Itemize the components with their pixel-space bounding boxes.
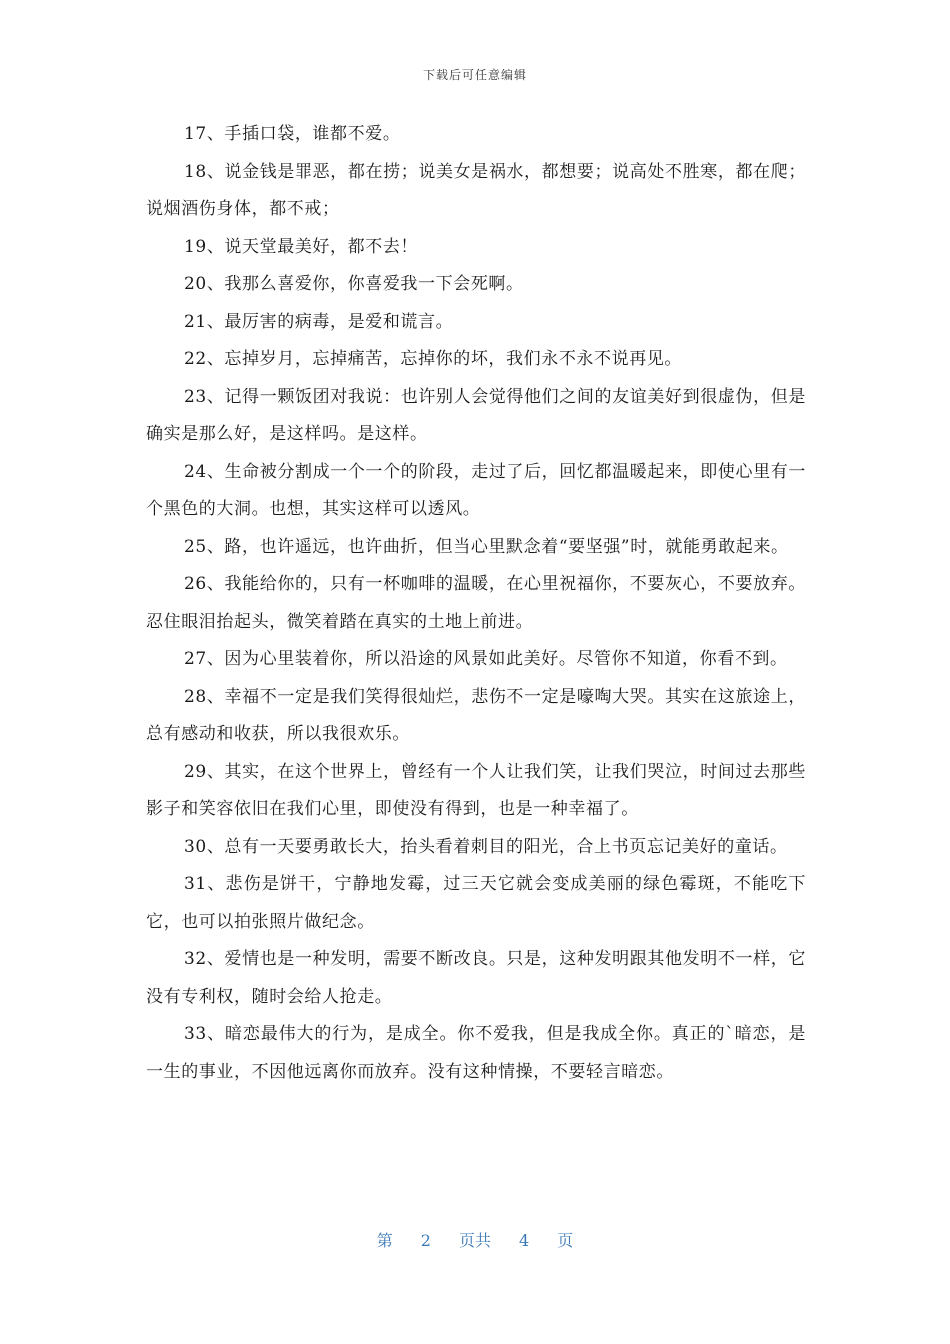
paragraph-26: 26、我能给你的，只有一杯咖啡的温暖，在心里祝福你，不要灰心，不要放弃。忍住眼泪抬起头，微笑着踏在真实的土地上前进。 xyxy=(146,574,806,632)
paragraph-31: 31、悲伤是饼干，宁静地发霉，过三天它就会变成美丽的绿色霉斑，不能吃下它，也可以拍张照片做纪念。 xyxy=(146,874,806,932)
paragraph-18: 18、说金钱是罪恶，都在捞；说美女是祸水，都想要；说高处不胜寒，都在爬；说烟酒伤身体，都不戒； xyxy=(146,161,806,219)
paragraph-21: 21、最厉害的病毒，是爱和谎言。 xyxy=(184,311,454,332)
paragraph-17: 17、手插口袋，谁都不爱。 xyxy=(184,124,401,144)
paragraph-24: 24、生命被分割成一个一个的阶段，走过了后，回忆都温暖起来，即使心里有一个黑色的大洞。也想，其实这样可以透风。 xyxy=(146,461,806,519)
footer-middle: 页共 xyxy=(458,1231,491,1250)
document-body xyxy=(146,116,806,1091)
paragraph-20: 20、我那么喜爱你，你喜爱我一下会死啊。 xyxy=(184,274,524,294)
paragraph-33: 33、暗恋最伟大的行为，是成全。你不爱我，但是我成全你。真正的`暗恋，是一生的事业，不因他远离你而放弃。没有这种情操，不要轻言暗恋。 xyxy=(146,1024,806,1082)
current-page-number: 2 xyxy=(420,1231,431,1250)
page-footer xyxy=(0,1228,950,1251)
paragraph-29: 29、其实，在这个世界上，曾经有一个人让我们笑，让我们哭泣，时间过去那些影子和笑容依旧在我们心里，即使没有得到，也是一种幸福了。 xyxy=(146,761,806,819)
page-header: 下载后可任意编辑 xyxy=(422,68,527,82)
paragraph-30: 30、总有一天要勇敢长大，抬头看着刺目的阳光，合上书页忘记美好的童话。 xyxy=(184,836,788,857)
total-page-count: 4 xyxy=(519,1231,530,1250)
paragraph-25: 25、路，也许遥远，也许曲折，但当心里默念着“要坚强”时，就能勇敢起来。 xyxy=(184,536,789,557)
footer-suffix: 页 xyxy=(557,1231,574,1250)
paragraph-23: 23、记得一颗饭团对我说：也许别人会觉得他们之间的友谊美好到很虚伪，但是确实是那么好，是这样吗。是这样。 xyxy=(146,386,806,444)
paragraph-28: 28、幸福不一定是我们笑得很灿烂，悲伤不一定是嚎啕大哭。其实在这旅途上，总有感动和收获，所以我很欢乐。 xyxy=(146,686,806,744)
paragraph-32: 32、爱情也是一种发明，需要不断改良。只是，这种发明跟其他发明不一样，它没有专利权，随时会给人抢走。 xyxy=(146,949,806,1007)
footer-prefix: 第 xyxy=(376,1231,393,1250)
paragraph-27: 27、因为心里装着你，所以沿途的风景如此美好。尽管你不知道，你看不到。 xyxy=(184,649,788,669)
paragraph-22: 22、忘掉岁月，忘掉痛苦，忘掉你的坏，我们永不永不说再见。 xyxy=(184,349,683,369)
paragraph-19: 19、说天堂最美好，都不去！ xyxy=(184,236,419,257)
